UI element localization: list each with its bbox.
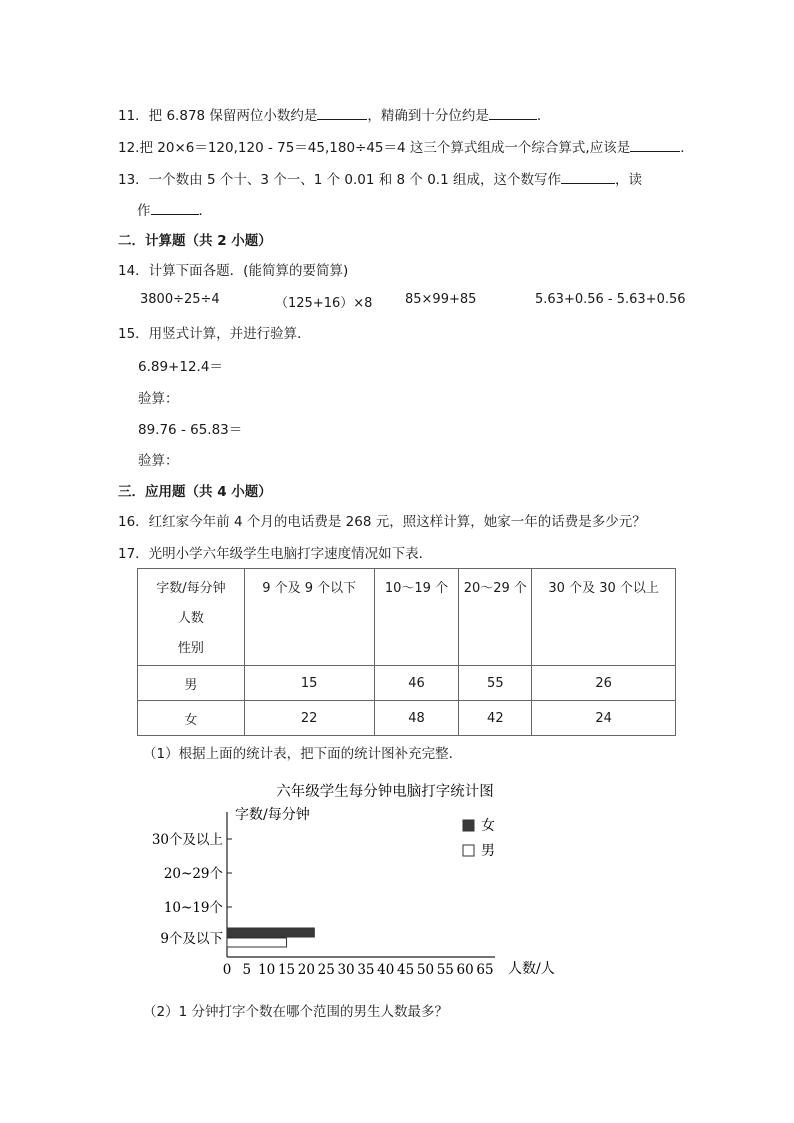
- q15-expr-2: 89.76 - 65.83＝: [138, 422, 243, 438]
- chart-x-tick-label: 60: [456, 962, 474, 978]
- legend-swatch-female: [463, 820, 474, 831]
- chart-title: 六年级学生每分钟电脑打字统计图: [276, 784, 494, 800]
- row-label: 女: [138, 701, 245, 736]
- table-header: 9 个及 9 个以下: [244, 569, 374, 666]
- q14-expr-1: 3800÷25÷4: [140, 292, 220, 307]
- table-cell: 22: [244, 701, 374, 736]
- q13-text-c: 作: [137, 203, 151, 219]
- q11-blank-2[interactable]: [489, 105, 537, 120]
- q12-text-a: 12.把 20×6＝120,120 - 75＝45,180÷45＝4 这三个算式组成一个综合算式,应该是: [118, 140, 631, 156]
- q17-sub2: （2）1 分钟打字个数在哪个范围的男生人数最多？: [143, 1004, 448, 1020]
- q17-prompt: 17．光明小学六年级学生电脑打字速度情况如下表．: [118, 546, 433, 562]
- chart-bar-male: [227, 938, 287, 947]
- q11-text-a: 11．把 6.878 保留两位小数约是: [118, 108, 318, 124]
- chart-y-axis-label: 字数/每分钟: [235, 807, 310, 823]
- q13-text-a: 13．一个数由 5 个十、3 个一、1 个 0.01 和 8 个 0.1 组成，这个数写作: [118, 172, 561, 188]
- chart-x-tick-label: 30: [337, 962, 355, 978]
- q15-check-2: 验算：: [138, 453, 179, 469]
- q12-blank-1[interactable]: [630, 137, 680, 152]
- legend-label-female: 女: [481, 818, 495, 834]
- chart-category-labels: [152, 832, 232, 947]
- question-13-cont: [137, 200, 212, 220]
- table-row: [138, 701, 676, 736]
- q13-text-d: ．: [198, 203, 212, 219]
- chart-x-tick-label: 10: [258, 962, 276, 978]
- corner-label-people: 人数: [177, 611, 204, 626]
- table-header: 10～19 个: [374, 569, 459, 666]
- chart-x-tick-label: 45: [397, 962, 415, 978]
- typing-speed-table: [137, 568, 676, 736]
- corner-label-words: 字数/每分钟: [156, 581, 226, 596]
- chart-x-ticks: [223, 962, 494, 978]
- q13-blank-2[interactable]: [151, 200, 199, 215]
- table-cell: 46: [374, 666, 459, 701]
- typing-bar-chart: [130, 772, 590, 997]
- chart-category-label: 20~29个: [163, 866, 223, 882]
- table-cell: 42: [459, 701, 532, 736]
- chart-x-tick-label: 50: [416, 962, 435, 978]
- q14-expr-4: 5.63+0.56 - 5.63+0.56: [535, 292, 686, 307]
- q16-text: 16．红红家今年前 4 个月的电话费是 268 元，照这样计算，她家一年的话费是多少元？: [118, 514, 646, 530]
- question-13: [118, 169, 642, 189]
- corner-label-gender: 性别: [177, 641, 204, 656]
- table-cell: 26: [532, 666, 676, 701]
- row-label: 男: [138, 666, 245, 701]
- table-cell: 24: [532, 701, 676, 736]
- q12-text-b: ．: [680, 140, 694, 156]
- q13-text-b: ，读: [614, 172, 642, 188]
- chart-x-tick-label: 40: [377, 962, 395, 978]
- chart-x-axis-label: 人数/人: [508, 961, 555, 977]
- chart-x-tick-label: 0: [222, 962, 232, 978]
- q15-check-1: 验算：: [138, 391, 179, 407]
- q15-expr-1: 6.89+12.4＝: [138, 359, 223, 375]
- question-11: [118, 105, 550, 125]
- table-corner-cell: [138, 569, 245, 666]
- q14-expr-2: （125+16）×8: [275, 296, 373, 311]
- q11-text-b: ，精确到十分位约是: [367, 108, 489, 124]
- q14-expr-3: 85×99+85: [405, 292, 477, 307]
- q15-prompt: 15．用竖式计算，并进行验算．: [118, 326, 311, 342]
- chart-category-label: 9个及以下: [160, 931, 223, 947]
- section-3-title: 三．应用题（共 4 小题）: [118, 484, 272, 500]
- q11-blank-1[interactable]: [317, 105, 367, 120]
- chart-legend: [463, 818, 495, 859]
- chart-x-tick-label: 65: [476, 962, 494, 978]
- q11-text-c: ．: [536, 108, 551, 124]
- chart-x-tick-label: 15: [277, 962, 296, 978]
- legend-swatch-male: [463, 845, 474, 856]
- chart-category-label: 30个及以上: [151, 832, 223, 848]
- table-cell: 15: [244, 666, 374, 701]
- chart-x-tick-label: 5: [242, 962, 252, 978]
- q13-blank-1[interactable]: [561, 169, 615, 184]
- chart-x-tick-label: 55: [436, 962, 454, 978]
- chart-bars: [227, 928, 314, 947]
- section-2-title: 二．计算题（共 2 小题）: [118, 233, 272, 249]
- question-12: [118, 137, 694, 157]
- chart-x-tick-label: 20: [297, 962, 315, 978]
- chart-category-label: 10~19个: [163, 900, 223, 916]
- q14-prompt: 14．计算下面各题．(能简算的要简算): [118, 263, 349, 279]
- table-cell: 55: [459, 666, 532, 701]
- table-cell: 48: [374, 701, 459, 736]
- table-header: 20～29 个: [459, 569, 532, 666]
- legend-label-male: 男: [481, 843, 495, 859]
- chart-x-tick-label: 25: [317, 962, 335, 978]
- q17-sub1: （1）根据上面的统计表，把下面的统计图补充完整．: [143, 746, 463, 762]
- chart-x-tick-label: 35: [357, 962, 375, 978]
- table-header: 30 个及 30 个以上: [532, 569, 676, 666]
- chart-bar-female: [227, 928, 314, 937]
- table-row: [138, 666, 676, 701]
